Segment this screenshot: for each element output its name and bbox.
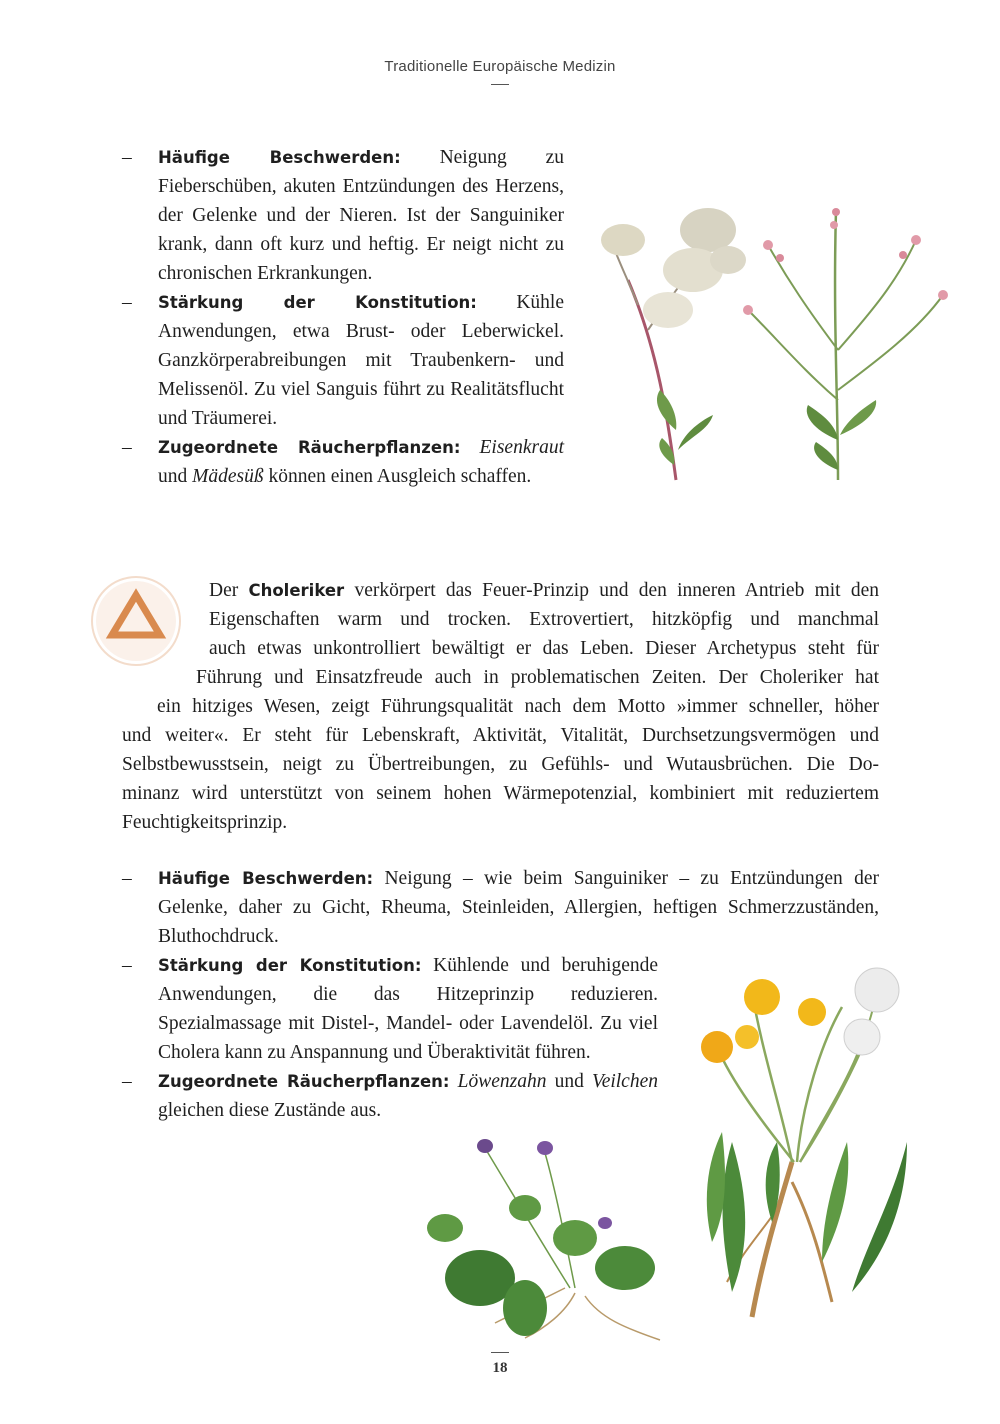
list-item [122, 288, 564, 433]
plant-name: Eisenkraut [479, 437, 564, 458]
list-item [122, 951, 658, 1067]
list-dash: – [122, 955, 132, 976]
meadowsweet-vervain-illustration [598, 200, 950, 482]
list-dash: – [122, 292, 132, 313]
list-item [122, 143, 564, 288]
list-text: Kühle Anwendungen, etwa Brust- oder Leberwickel. Ganzkörperabreibungen mit Traubenkern- und Melissenöl. Zu viel Sanguis führt zu Realitätsflucht und Träumerei. [158, 292, 565, 429]
list-text: und [546, 1071, 592, 1092]
paragraph-line: auch etwas unkontrolliert bewältigt er das Leben. Dieser Archetypus steht für [209, 638, 879, 659]
plant-name: Veilchen [591, 1071, 658, 1092]
list-term: Zugeordnete Räucherpflanzen: [158, 438, 461, 457]
paragraph-line: Der Choleriker verkörpert das Feuer-Prinzip und den inneren Antrieb mit den [209, 580, 879, 601]
list-text: Neigung zu Fieberschüben, akuten Entzündungen des Herzens, der Gelenke und der Nieren. Ist der Sanguiniker krank, dann oft kurz und heftig. Er neigt nicht zu chronischen Erkrankungen. [158, 147, 565, 284]
list-dash: – [122, 437, 132, 458]
meadowsweet-plant [601, 208, 746, 480]
list-dash: – [122, 868, 132, 889]
paragraph-line: und weiter«. Er steht für Lebenskraft, Aktivität, Vitalität, Durchsetzungsvermögen und [122, 725, 879, 746]
paragraph-line: minanz wird unterstützt von seinem hohen Wärmepotenzial, kombiniert mit reduziertem [122, 783, 879, 804]
term-choleriker: Choleriker [248, 581, 345, 600]
running-header: Traditionelle Europäische Medizin [384, 58, 616, 75]
plant-name: Mädesüß [192, 466, 264, 487]
sanguiniker-list [122, 143, 564, 491]
violet-illustration [425, 1128, 665, 1343]
page-number: 18 [492, 1360, 508, 1376]
list-term: Zugeordnete Räucherpflanzen: [158, 1072, 450, 1091]
list-text: Neigung – wie beim Sanguiniker – zu Entzündungen der Gelenke, daher zu Gicht, Rheuma, Steinleiden, Allergien, heftigen Schmerzzuständen, Bluthochdruck. [158, 868, 880, 947]
list-text: und [158, 466, 193, 487]
dandelion-illustration [692, 962, 924, 1324]
list-term: Stärkung der Konstitution: [158, 293, 477, 312]
list-item [122, 433, 564, 491]
fire-element-icon [90, 575, 182, 667]
list-dash: – [122, 1071, 132, 1092]
plant-name: Löwenzahn [457, 1071, 547, 1092]
paragraph-line: Führung und Einsatzfreude auch in problematischen Zeiten. Der Choleriker hat [196, 667, 879, 688]
footer-rule [491, 1352, 509, 1353]
list-item [122, 864, 879, 951]
paragraph-line: ein hitziges Wesen, zeigt Führungsqualität nach dem Motto »immer schneller, höher [157, 696, 879, 717]
header-rule [491, 84, 509, 85]
list-text: können einen Ausgleich schaffen. [263, 466, 532, 487]
paragraph-line: Eigenschaften warm und trocken. Extrovertiert, hitzköpfig und manchmal [209, 609, 879, 630]
vervain-plant [743, 208, 948, 480]
list-term: Häufige Beschwerden: [158, 869, 374, 888]
list-term: Häufige Beschwerden: [158, 148, 401, 167]
list-text: gleichen diese Zustände aus. [158, 1100, 382, 1121]
list-text: Kühlende und beruhigende Anwendungen, die das Hitzeprinzip reduzieren. Spezialmassage mit Distel-, Mandel- oder Lavendelöl. Zu viel Cholera kann zu Anspannung und Überaktivität führen. [158, 955, 659, 1063]
list-item [122, 1067, 658, 1125]
list-dash: – [122, 147, 132, 168]
paragraph-line: Feuchtigkeitsprinzip. [122, 812, 288, 833]
list-term: Stärkung der Konstitution: [158, 956, 422, 975]
paragraph-line: Selbstbewusstsein, neigt zu Übertreibungen, zu Gefühls- und Wutausbrüchen. Die Do- [122, 754, 879, 775]
